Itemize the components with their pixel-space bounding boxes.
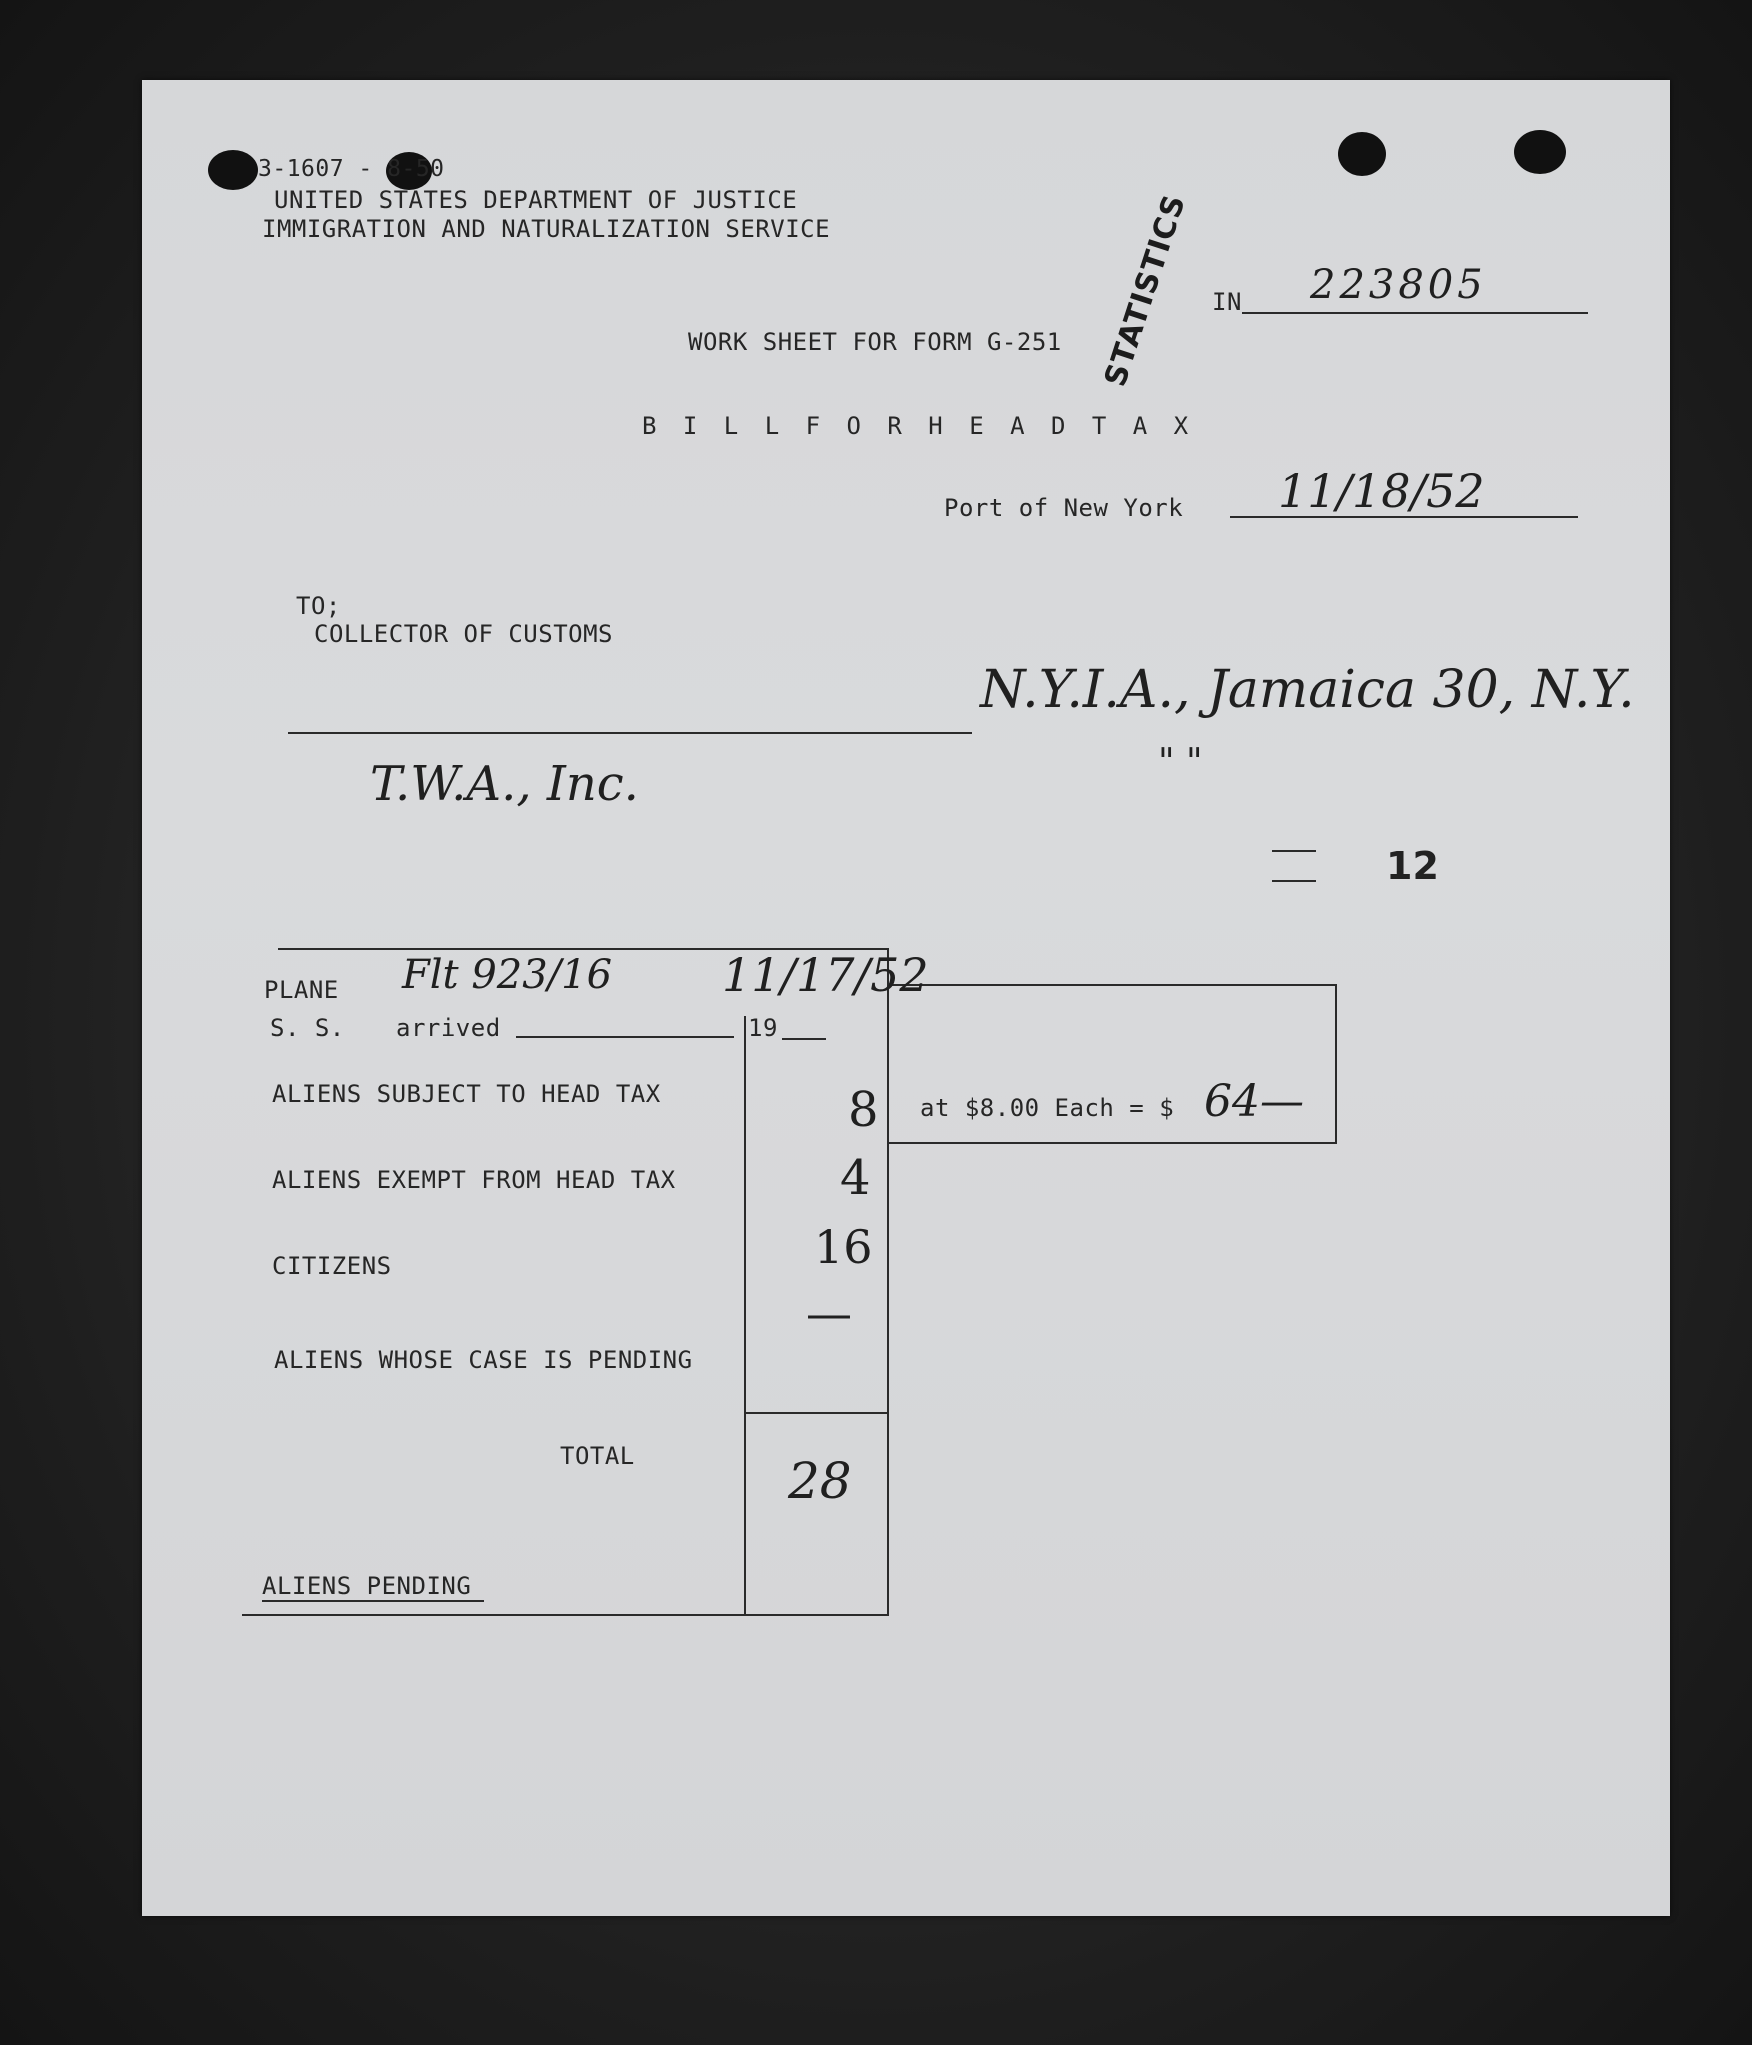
rate-box-bottom — [888, 1142, 1337, 1144]
row-label-subject: ALIENS SUBJECT TO HEAD TAX — [272, 1080, 661, 1108]
row-value-citizens: 16 — [814, 1220, 873, 1274]
in-number: 223805 — [1310, 262, 1487, 308]
row-label-exempt: ALIENS EXEMPT FROM HEAD TAX — [272, 1166, 676, 1194]
arrived-label: arrived — [396, 1014, 501, 1042]
service-name: IMMIGRATION AND NATURALIZATION SERVICE — [262, 215, 831, 243]
company-handwritten: T.W.A., Inc. — [370, 756, 639, 812]
port-date: 11/18/52 — [1278, 464, 1485, 518]
port-label: Port of New York — [944, 494, 1184, 522]
ss-label: S. S. — [270, 1014, 345, 1042]
aliens-pending-label: ALIENS PENDING — [262, 1572, 472, 1600]
dash-mark — [1272, 880, 1316, 882]
page-number: 12 — [1386, 844, 1439, 888]
row-label-pending: ALIENS WHOSE CASE IS PENDING — [274, 1346, 693, 1374]
dash-mark — [1272, 850, 1316, 852]
department-name: UNITED STATES DEPARTMENT OF JUSTICE — [274, 186, 798, 214]
value-column-left-border — [744, 1016, 746, 1616]
document-page — [142, 80, 1670, 1916]
row-value-pending: — — [806, 1286, 852, 1340]
arrived-underline — [516, 1036, 734, 1038]
rate-text: at $8.00 Each = $ — [920, 1094, 1175, 1122]
table-bottom-border — [242, 1614, 888, 1616]
bill-title: B I L L F O R H E A D T A X — [642, 412, 1195, 440]
to-label: TO; — [296, 592, 341, 620]
worksheet-title: WORK SHEET FOR FORM G-251 — [688, 328, 1062, 356]
address-underline — [288, 732, 972, 734]
plane-date: 11/17/52 — [722, 948, 929, 1002]
row-label-citizens: CITIZENS — [272, 1252, 392, 1280]
rate-box-top — [888, 984, 1336, 986]
total-separator — [744, 1412, 888, 1414]
in-label: IN — [1212, 288, 1242, 316]
punch-hole — [208, 150, 258, 190]
punch-hole — [1514, 130, 1566, 174]
total-label: TOTAL — [560, 1442, 635, 1470]
aliens-pending-underline — [262, 1600, 484, 1602]
addressee: COLLECTOR OF CUSTOMS — [314, 620, 613, 648]
rate-amount: 64— — [1204, 1076, 1304, 1127]
in-number-underline — [1242, 312, 1588, 314]
value-column-right-border — [887, 948, 889, 1616]
rate-box-right — [1335, 984, 1337, 1144]
statistics-stamp: STATISTICS — [1098, 190, 1193, 391]
row-value-subject: 8 — [848, 1082, 879, 1138]
plane-label: PLANE — [264, 976, 339, 1004]
form-code: 3-1607 - 8-50 — [258, 156, 445, 182]
row-value-exempt: 4 — [840, 1150, 871, 1206]
year-underline — [782, 1038, 826, 1040]
location-handwritten: N.Y.I.A., Jamaica 30, N.Y. — [980, 660, 1635, 720]
total-value: 28 — [788, 1452, 852, 1510]
punch-hole — [1338, 132, 1386, 176]
ditto-marks: " " — [1158, 742, 1203, 783]
plane-handwritten: Flt 923/16 — [402, 952, 613, 998]
year-prefix: 19 — [748, 1014, 778, 1042]
